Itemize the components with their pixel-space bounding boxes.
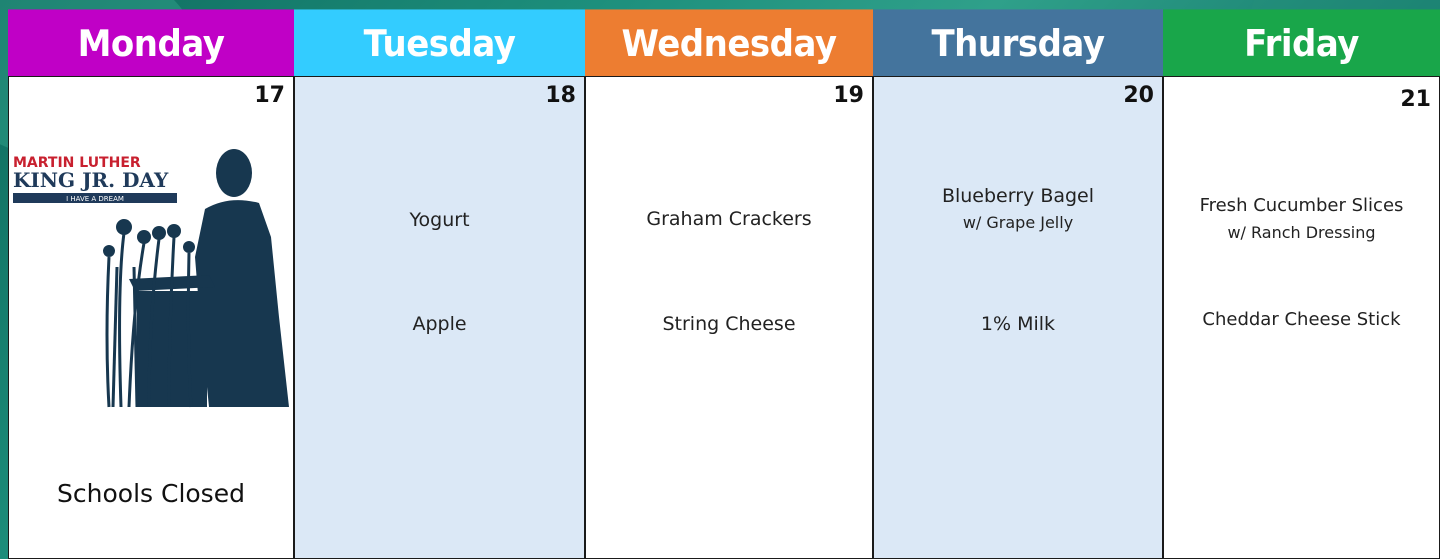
mlk-day-illustration	[9, 147, 299, 427]
date-number: 19	[833, 83, 864, 108]
header-thursday	[873, 9, 1163, 78]
menu-item: Graham Crackers	[646, 208, 812, 230]
menu-item: Blueberry Bagel	[941, 185, 1095, 207]
logo-text-line3: I HAVE A DREAM	[66, 195, 124, 203]
menu-item: 1% Milk	[980, 313, 1056, 335]
header-friday	[1163, 9, 1440, 78]
menu-item-note: w/ Grape Jelly	[962, 213, 1074, 232]
menu-item: Cheddar Cheese Stick	[1202, 309, 1401, 330]
menu-item: Fresh Cucumber Slices	[1199, 195, 1404, 216]
day-name: Friday	[1244, 22, 1359, 66]
cell-tuesday	[294, 76, 585, 559]
day-name: Tuesday	[363, 22, 516, 66]
menu-item: Apple	[412, 313, 467, 335]
weekly-menu-calendar	[8, 12, 1440, 559]
cell-monday	[8, 76, 294, 559]
logo-text-line2: KING JR. DAY	[13, 168, 169, 192]
cell-thursday	[873, 76, 1163, 559]
day-name: Monday	[77, 22, 225, 66]
date-number: 17	[254, 83, 285, 108]
date-number: 18	[545, 83, 576, 108]
cell-friday	[1163, 76, 1440, 559]
logo-text-line1: MARTIN LUTHER	[13, 155, 141, 171]
menu-item: Yogurt	[409, 209, 470, 231]
cell-wednesday	[585, 76, 873, 559]
header-tuesday	[294, 9, 585, 78]
date-number: 21	[1400, 87, 1431, 112]
date-number: 20	[1123, 83, 1154, 108]
header-wednesday	[585, 9, 873, 78]
menu-item: String Cheese	[662, 313, 796, 335]
day-name: Wednesday	[621, 22, 837, 66]
header-monday	[8, 9, 294, 78]
day-name: Thursday	[931, 22, 1105, 66]
schools-closed-note: Schools Closed	[57, 479, 245, 508]
menu-item-note: w/ Ranch Dressing	[1227, 223, 1376, 242]
